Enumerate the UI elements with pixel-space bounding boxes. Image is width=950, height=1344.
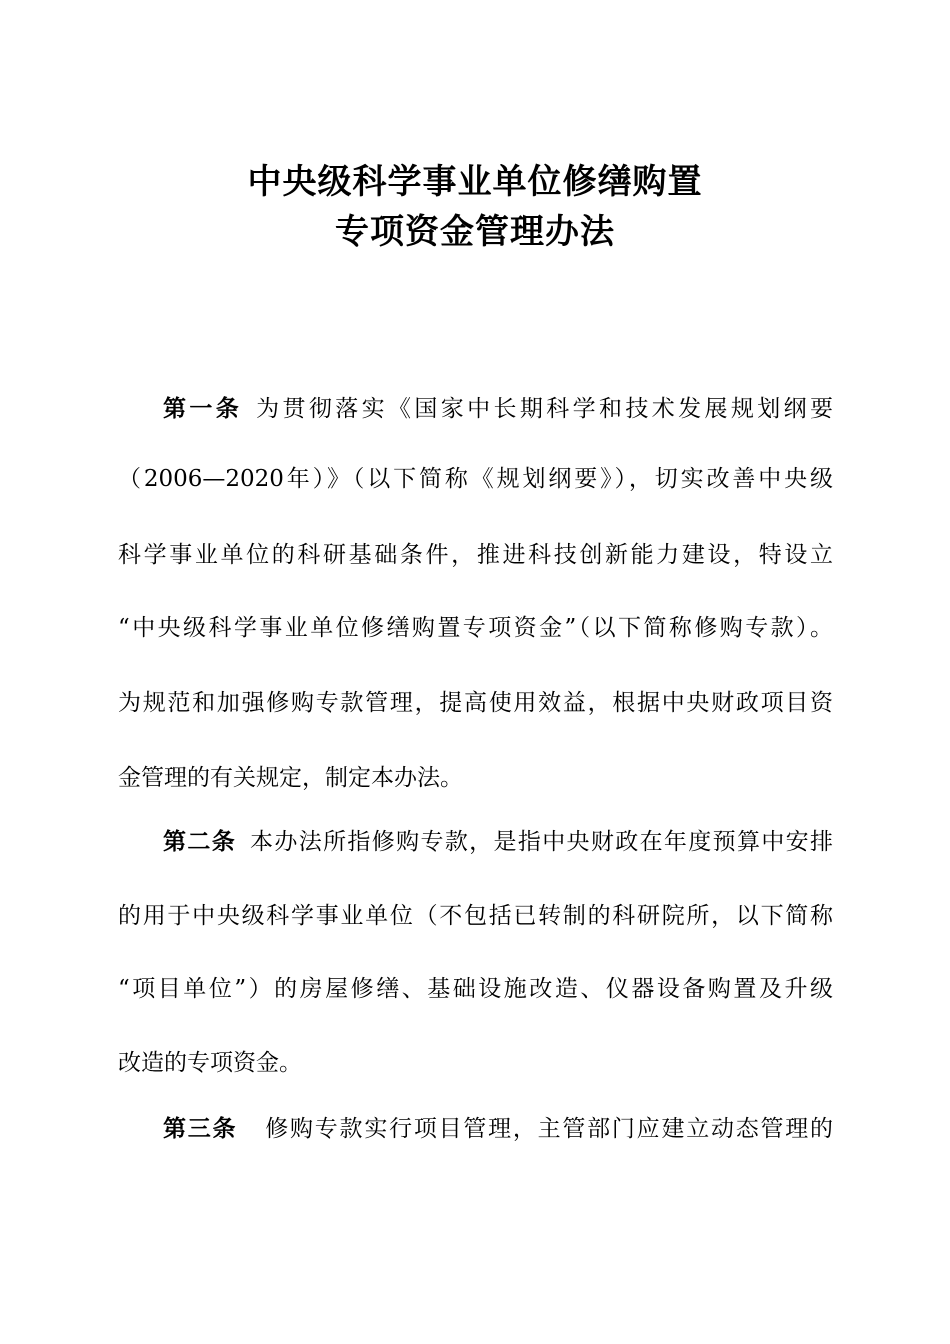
article-1-line-6: 金管理的有关规定，制定本办法。: [118, 765, 463, 791]
article-1-line-4: “中央级科学事业单位修缮购置专项资金”（以下简称修购专款）。: [118, 615, 833, 641]
article-1-line-2: （2006—2020年）》（以下简称《规划纲要》），切实改善中央级: [118, 466, 833, 492]
article-2-line-2: 的用于中央级科学事业单位（不包括已转制的科研院所，以下简称: [118, 903, 833, 929]
article-3-label: 第三条: [163, 1116, 238, 1142]
article-1-line-5: 为规范和加强修购专款管理，提高使用效益，根据中央财政项目资: [118, 690, 833, 716]
article-3-line-1: [163, 1109, 833, 1149]
article-2-line-4: 改造的专项资金。: [118, 1050, 302, 1076]
article-text: 为贯彻落实《国家中长期科学和技术发展规划纲要: [256, 396, 833, 422]
article-text: 修购专款实行项目管理，主管部门应建立动态管理的: [265, 1116, 834, 1142]
article-2-line-1: [163, 822, 833, 862]
article-2-line-3: “项目单位”）的房屋修缮、基础设施改造、仪器设备购置及升级: [118, 976, 833, 1002]
document-title-line-2: 专项资金管理办法: [335, 212, 615, 252]
article-1-line-1: [163, 389, 833, 429]
article-2-label: 第二条: [163, 829, 237, 855]
article-1-line-3: 科学事业单位的科研基础条件，推进科技创新能力建设，特设立: [118, 542, 833, 568]
article-text: 本办法所指修购专款，是指中央财政在年度预算中安排: [250, 829, 834, 855]
document-title-line-1: 中央级科学事业单位修缮购置: [247, 162, 703, 202]
article-1-label: 第一条: [163, 396, 243, 422]
